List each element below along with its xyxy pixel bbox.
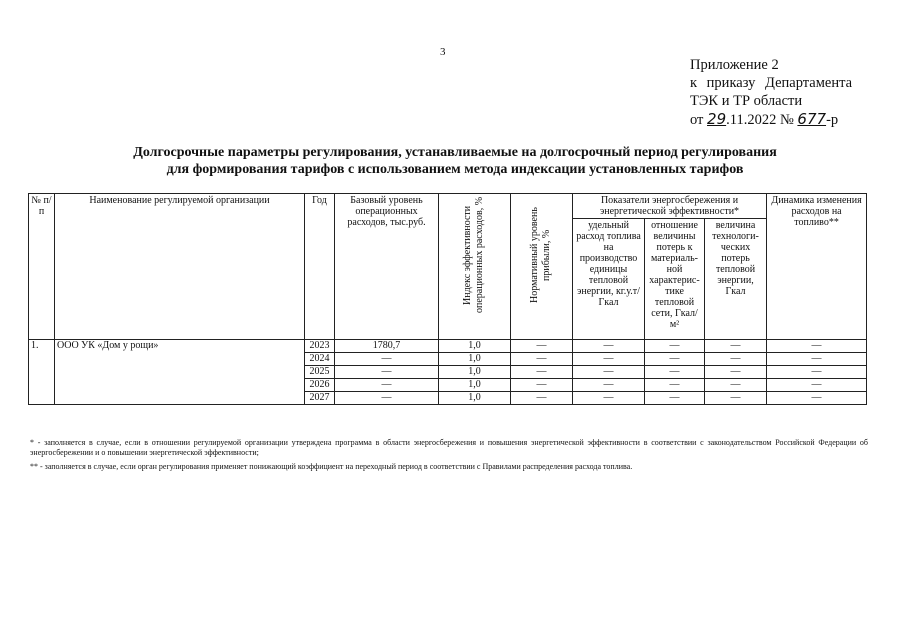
appendix-date-line [690, 110, 852, 129]
date-rest: .11.2022 № [726, 112, 794, 128]
order-suffix: -р [826, 112, 839, 128]
cell-year: 2026 [305, 379, 335, 392]
cell-index: 1,0 [439, 366, 511, 379]
cell-e2: — [645, 392, 705, 405]
header-energy-sub1: удельный расход топлива на производство единицы тепловой энергии, кг.у.т/Гкал [573, 219, 645, 340]
cell-e1: — [573, 379, 645, 392]
cell-profit: — [511, 366, 573, 379]
cell-e3: — [705, 379, 767, 392]
header-energy-group: Показатели энергосбережения и энергетической эффективности* [573, 194, 767, 219]
cell-e3: — [705, 353, 767, 366]
cell-year: 2025 [305, 366, 335, 379]
header-org: Наименование регулируемой организации [55, 194, 305, 340]
cell-base: — [335, 392, 439, 405]
cell-e1: — [573, 340, 645, 353]
cell-e2: — [645, 379, 705, 392]
cell-profit: — [511, 340, 573, 353]
cell-e2: — [645, 353, 705, 366]
page-number: 3 [440, 46, 446, 58]
header-base: Базовый уровень операционных расходов, тыс.руб. [335, 194, 439, 340]
appendix-line-3: ТЭК и ТР области [690, 93, 803, 109]
cell-e3: — [705, 366, 767, 379]
cell-dyn: — [767, 379, 867, 392]
order-number: 677 [797, 110, 827, 128]
cell-profit: — [511, 379, 573, 392]
header-year: Год [305, 194, 335, 340]
cell-e3: — [705, 392, 767, 405]
cell-base: — [335, 366, 439, 379]
header-profit-text: Нормативный уровень прибыли, % [528, 207, 552, 303]
cell-index: 1,0 [439, 340, 511, 353]
parameters-table [28, 193, 867, 405]
cell-base: — [335, 379, 439, 392]
cell-profit: — [511, 392, 573, 405]
header-profit [511, 194, 573, 340]
header-energy-sub3: величина технологи-ческих потерь тепловой энергии, Гкал [705, 219, 767, 340]
header-num: № п/п [29, 194, 55, 340]
cell-index: 1,0 [439, 392, 511, 405]
appendix-line-1: Приложение 2 [690, 57, 779, 73]
cell-year: 2023 [305, 340, 335, 353]
header-dynamics: Динамика изменения расходов на топливо** [767, 194, 867, 340]
cell-e1: — [573, 353, 645, 366]
org-name: ООО УК «Дом у рощи» [55, 340, 305, 405]
header-row-1 [29, 194, 867, 219]
cell-base: 1780,7 [335, 340, 439, 353]
appendix-line-2: к приказу Департамента [690, 75, 853, 91]
date-prefix: от [690, 112, 704, 128]
date-day: 29 [707, 110, 727, 128]
cell-e1: — [573, 392, 645, 405]
header-index-text: Индекс эффективности операционных расходов, % [461, 196, 485, 314]
cell-dyn: — [767, 340, 867, 353]
cell-base: — [335, 353, 439, 366]
title-line-1: Долгосрочные параметры регулирования, устанавливаемые на долгосрочный период регулирования [133, 145, 777, 160]
cell-e2: — [645, 340, 705, 353]
org-number: 1. [29, 340, 55, 405]
cell-year: 2027 [305, 392, 335, 405]
cell-e1: — [573, 366, 645, 379]
cell-profit: — [511, 353, 573, 366]
cell-dyn: — [767, 392, 867, 405]
footnote-2: ** - заполняется в случае, если орган регулирования применяет понижающий коэффициент на переходный период в соответствии с Правилами распределения расхода топлива. [30, 462, 633, 471]
cell-dyn: — [767, 353, 867, 366]
title-line-2: для формирования тарифов с использованием метода индексации установленных тарифов [166, 162, 744, 177]
header-index [439, 194, 511, 340]
cell-index: 1,0 [439, 379, 511, 392]
cell-dyn: — [767, 366, 867, 379]
cell-e2: — [645, 366, 705, 379]
footnote-1: * - заполняется в случае, если в отношении регулируемой организации утверждена программа в области энергосбережения и повышения энергетической эффективности в соответствии с законодательством Российской Федерации об энергосбережении и о повышении энергетической эффективности; [30, 438, 868, 457]
appendix-block [690, 56, 852, 129]
table-body [29, 340, 867, 405]
table-row [29, 340, 867, 353]
cell-year: 2024 [305, 353, 335, 366]
header-energy-sub2: отношение величины потерь к материаль-ной характерис-тике тепловой сети, Гкал/м² [645, 219, 705, 340]
cell-e3: — [705, 340, 767, 353]
document-title [40, 144, 870, 178]
cell-index: 1,0 [439, 353, 511, 366]
